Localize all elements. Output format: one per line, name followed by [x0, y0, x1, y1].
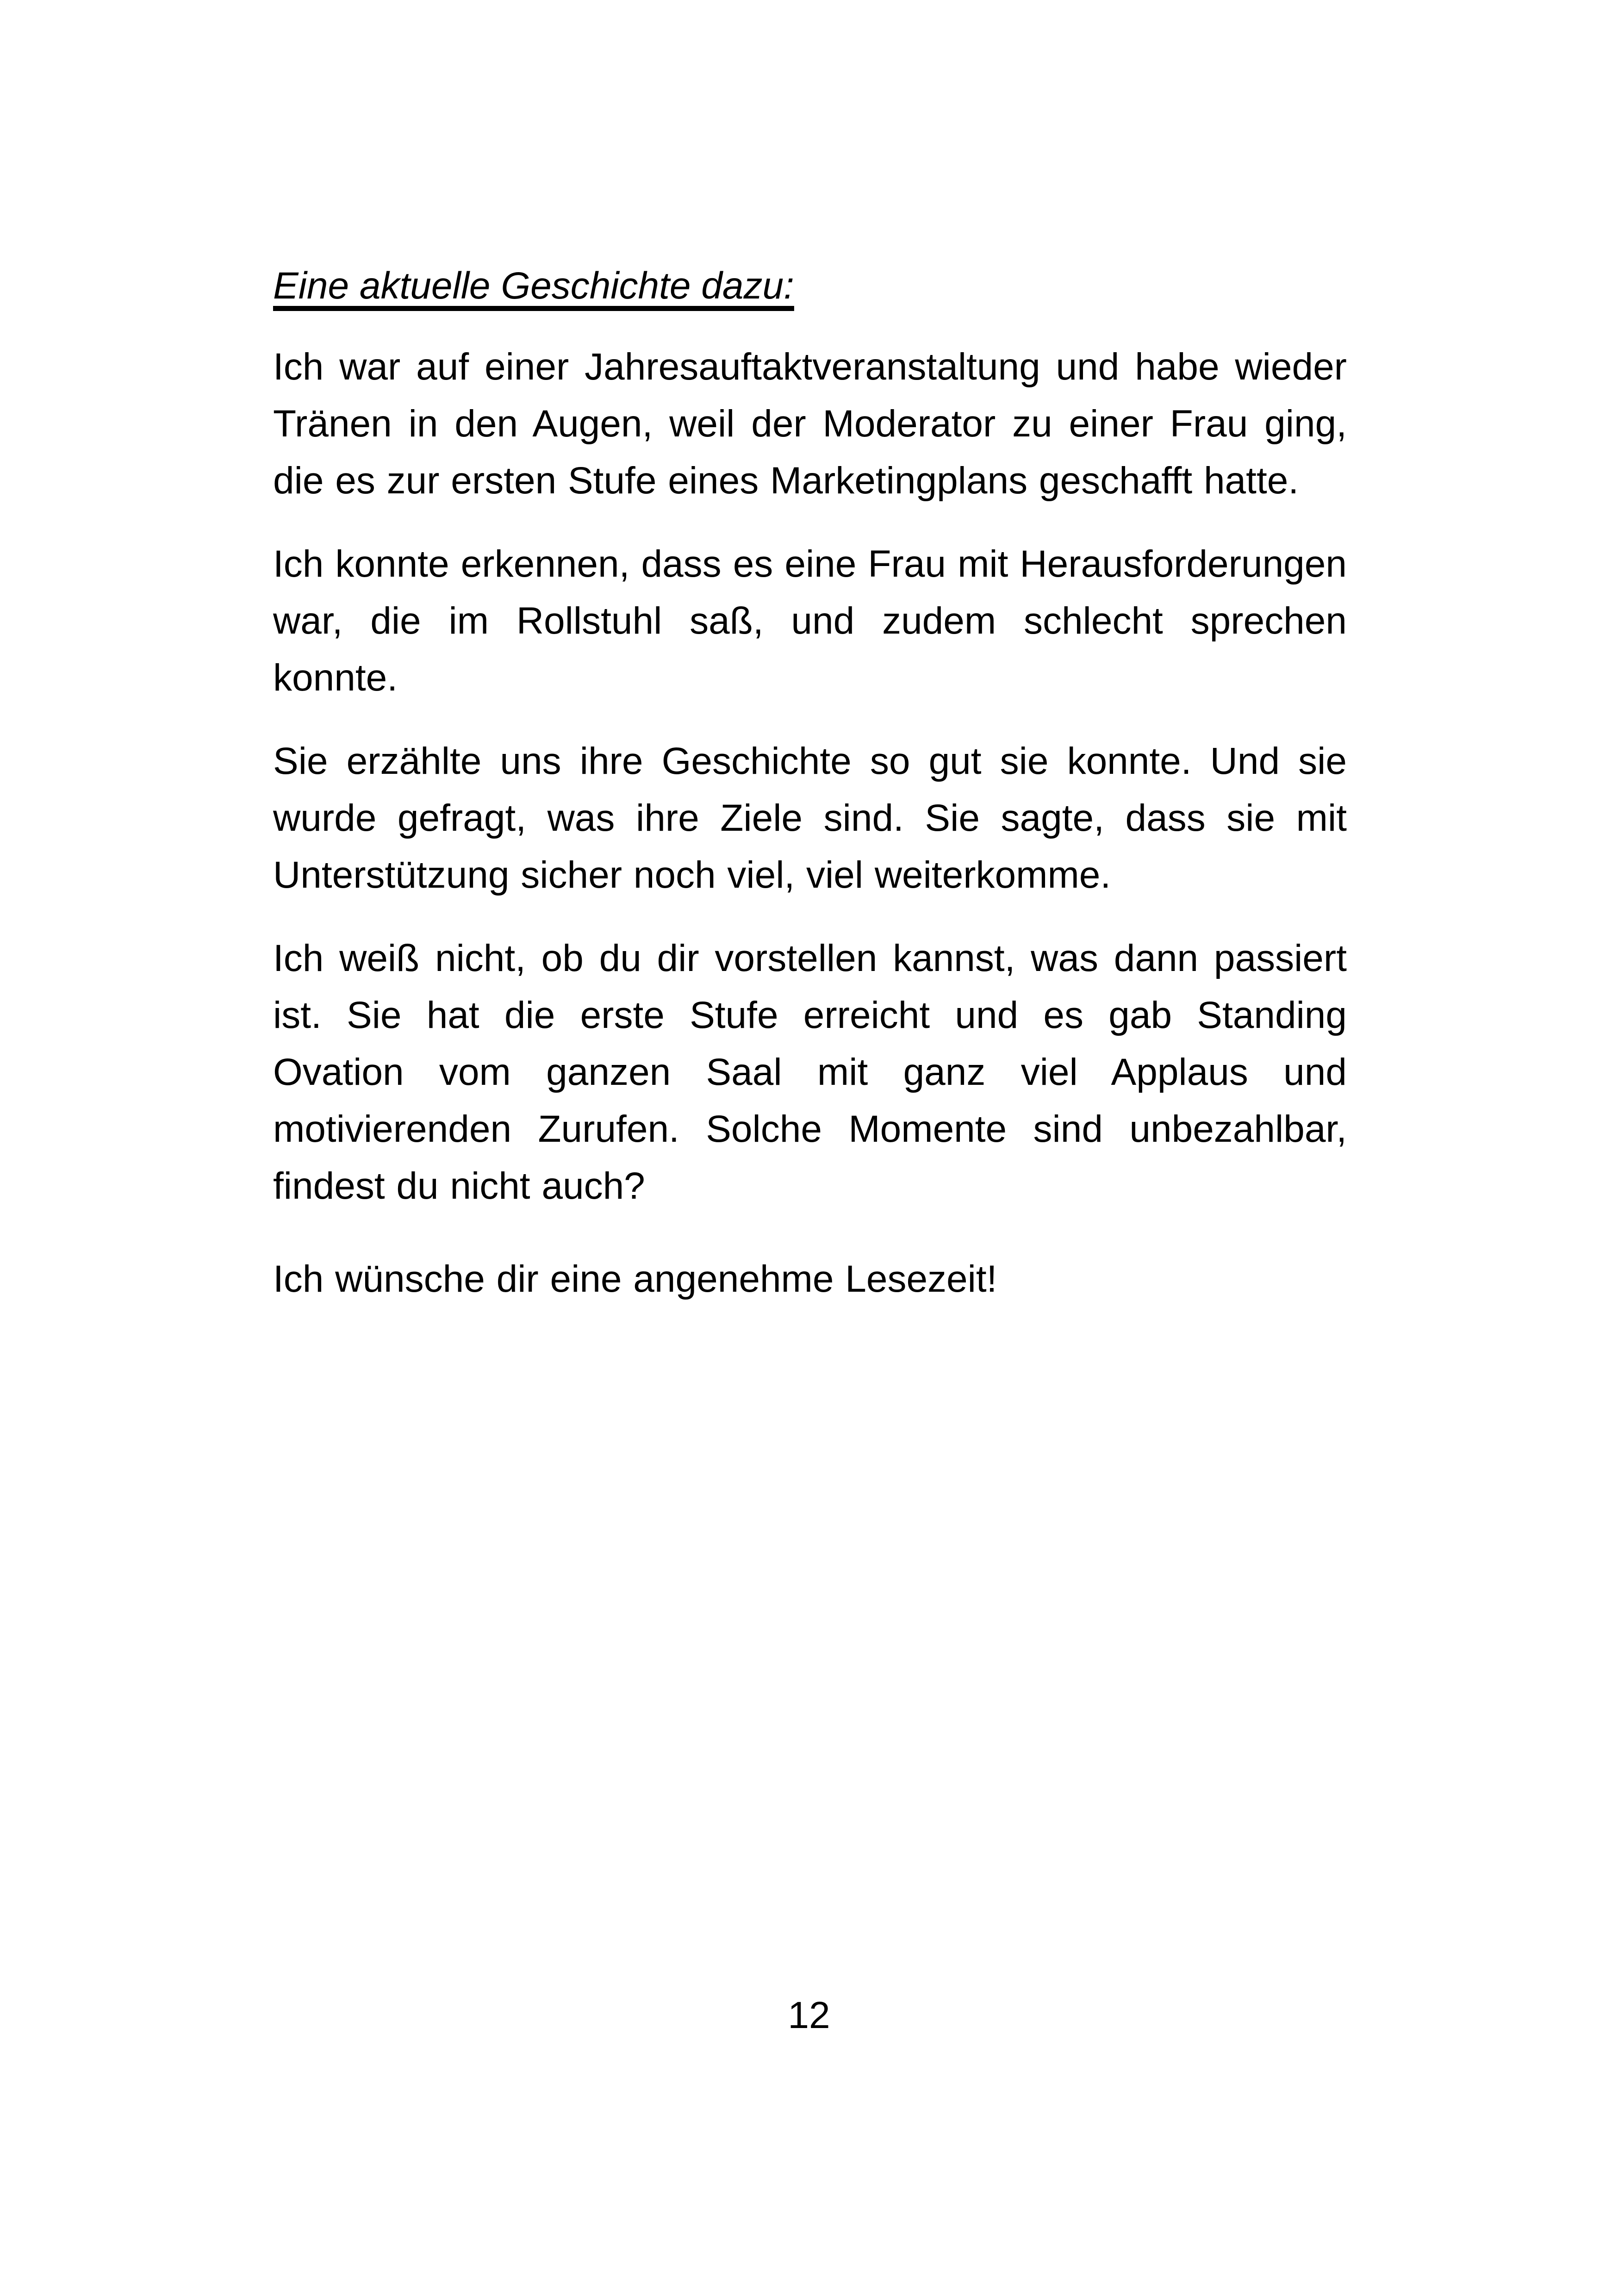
- section-heading: [273, 257, 1347, 314]
- section-heading-text: Eine aktuelle Geschichte dazu:: [273, 265, 794, 307]
- paragraph-4: Ich weiß nicht, ob du dir vorstellen kannst, was dann passiert ist. Sie hat die erste Stufe erreicht und es gab Standing Ovation vom ganzen Saal mit ganz viel Applaus und motivierenden Zurufen. Solche Momente sind unbezahlbar, findest du nicht auch?: [273, 937, 1347, 1207]
- paragraph-2: Ich konnte erkennen, dass es eine Frau mit Herausforderungen war, die im Rollstuhl saß, und zudem schlecht sprechen konnte.: [273, 543, 1347, 699]
- paragraph-3: Sie erzählte uns ihre Geschichte so gut sie konnte. Und sie wurde gefragt, was ihre Ziele sind. Sie sagte, dass sie mit Unterstützung sicher noch viel, viel weiterkomme.: [273, 740, 1347, 896]
- paragraph-5: Ich wünsche dir eine angenehme Lesezeit!: [273, 1258, 997, 1300]
- page-content: [273, 257, 1347, 1334]
- page-number: 12: [788, 1994, 830, 2036]
- paragraph-1: Ich war auf einer Jahresauftaktveranstaltung und habe wieder Tränen in den Augen, weil der Moderator zu einer Frau ging, die es zur ersten Stufe eines Marketingplans geschafft hatte.: [273, 346, 1347, 502]
